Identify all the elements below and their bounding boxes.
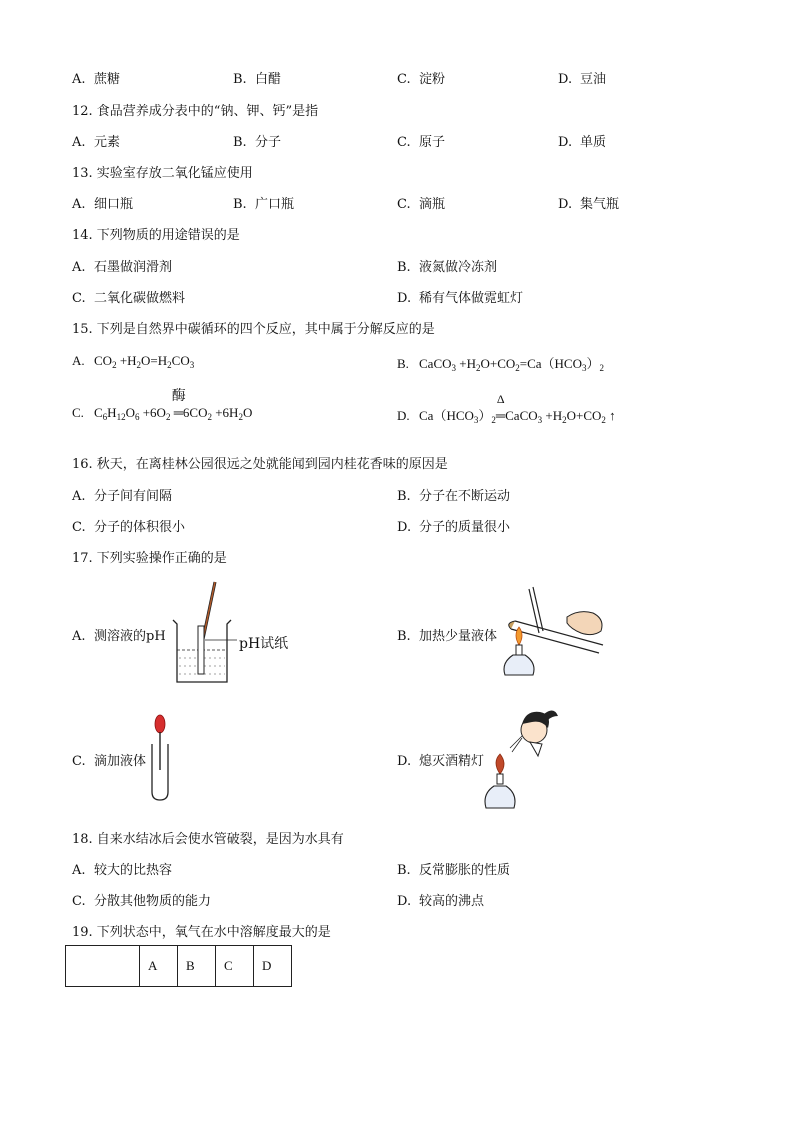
q15-option-a: A. $CO_2 +H_2O=H_2CO_3$ — [72, 353, 195, 370]
q18-option-c: C. 分散其他物质的能力 — [72, 894, 212, 909]
q15-option-c: C. $C_6H_{12}O_6 +6O_2$ 酶 $═6CO_2 +6H_2O$ — [72, 405, 252, 422]
q14-option-a: A. 石墨做润滑剂 — [72, 260, 173, 275]
q13-option-c: C. 滴瓶 — [397, 197, 446, 212]
ph-paper-label: pH试纸 — [239, 636, 289, 652]
q11-option-c: C. 淀粉 — [397, 72, 446, 87]
q12-option-c: C. 原子 — [397, 135, 446, 150]
q14-stem: 14. 下列物质的用途错误的是 — [72, 228, 240, 243]
table-cell: C — [216, 946, 254, 987]
equation-d: $Ca(HCO_3)_2$ Δ ═CaCO$_3$ $+H_2O+CO_2$ ↑ — [419, 392, 616, 425]
q12-stem: 12. 食品营养成分表中的“钠、钾、钙”是指 — [72, 104, 319, 119]
equation-c: $C_6H_{12}O_6 +6O_2$ 酶 $═6CO_2 +6H_2O$ — [94, 405, 252, 420]
q17-option-c: C. 滴加液体 — [72, 754, 147, 769]
equation-b: CaCO$_3$ $+H_2O+CO_2=Ca(HCO_3)_2$ — [419, 356, 605, 373]
table-cell — [66, 946, 140, 987]
q16-stem: 16. 秋天，在离桂林公园很远之处就能闻到园内桂花香味的原因是 — [72, 457, 448, 472]
q15-stem: 15. 下列是自然界中碳循环的四个反应，其中属于分解反应的是 — [72, 322, 435, 337]
blowing-out-lamp-figure — [482, 702, 562, 814]
table-row — [66, 946, 292, 987]
q16-option-a: A. 分子间有间隔 — [72, 489, 173, 504]
q13-option-a: A. 细口瓶 — [72, 197, 134, 212]
q14-option-b: B. 液氮做冷冻剂 — [397, 260, 498, 275]
table-cell: D — [254, 946, 292, 987]
q16-option-c: C. 分子的体积很小 — [72, 520, 186, 535]
table-cell: B — [178, 946, 216, 987]
catalyst-label: 酶 — [171, 389, 186, 404]
q11-option-d: D. 豆油 — [558, 72, 607, 87]
q12-option-d: D. 单质 — [558, 135, 607, 150]
dropper-figure — [145, 712, 175, 804]
q13-option-d: D. 集气瓶 — [558, 197, 620, 212]
q15-option-b: B. CaCO$_3$ $+H_2O+CO_2=Ca(HCO_3)_2$ — [397, 356, 605, 373]
q13-option-b: B. 广口瓶 — [233, 197, 295, 212]
q17-option-a: A. 测溶液的pH — [72, 629, 166, 644]
q14-option-c: C. 二氧化碳做燃料 — [72, 291, 186, 306]
q11-option-b: B. 白醋 — [233, 72, 282, 87]
q17-option-d: D. 熄灭酒精灯 — [397, 754, 485, 769]
heating-liquid-figure — [495, 583, 610, 683]
q19-stem: 19. 下列状态中，氧气在水中溶解度最大的是 — [72, 925, 331, 940]
q16-option-d: D. 分子的质量很小 — [397, 520, 511, 535]
q11-option-a: A. 蔗糖 — [72, 72, 121, 87]
q18-option-d: D. 较高的沸点 — [397, 894, 485, 909]
heat-symbol: Δ — [496, 392, 505, 406]
q19-table — [65, 945, 292, 987]
q18-option-b: B. 反常膨胀的性质 — [397, 863, 511, 878]
q12-option-b: B. 分子 — [233, 135, 282, 150]
equation-a: $CO_2 +H_2O=H_2CO_3$ — [94, 353, 195, 370]
q17-option-b: B. 加热少量液体 — [397, 629, 498, 644]
q16-option-b: B. 分子在不断运动 — [397, 489, 511, 504]
table-cell: A — [140, 946, 178, 987]
q15-option-d: D. $Ca(HCO_3)_2$ Δ ═CaCO$_3$ $+H_2O+CO_2$ ↑ — [397, 392, 616, 425]
q18-option-a: A. 较大的比热容 — [72, 863, 173, 878]
q12-option-a: A. 元素 — [72, 135, 121, 150]
q13-stem: 13. 实验室存放二氧化锰应使用 — [72, 166, 253, 181]
q18-stem: 18. 自来水结冰后会使水管破裂，是因为水具有 — [72, 832, 344, 847]
q14-option-d: D. 稀有气体做霓虹灯 — [397, 291, 524, 306]
q17-stem: 17. 下列实验操作正确的是 — [72, 551, 227, 566]
